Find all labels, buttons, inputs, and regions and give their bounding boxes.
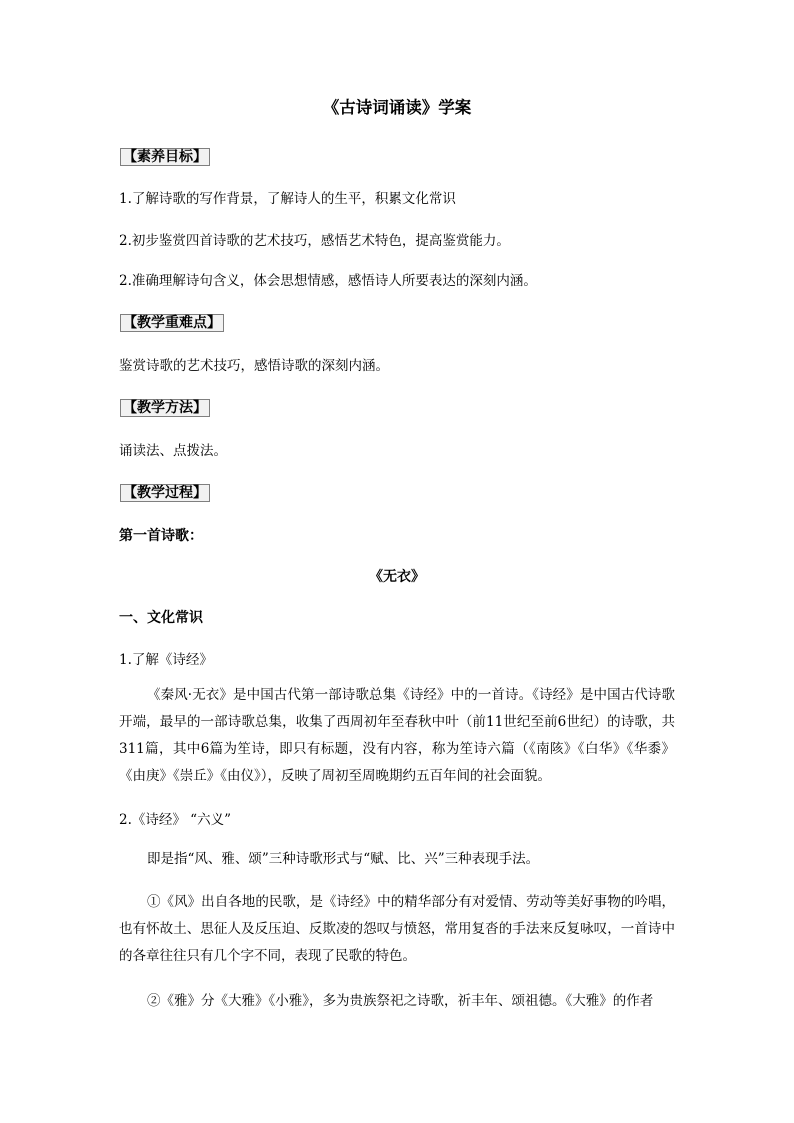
ya-paragraph: ②《雅》分《大雅》《小雅》，多为贵族祭祀之诗歌，祈丰年、颂祖德。《大雅》的作者 [147, 993, 654, 1009]
goal-item-1: 1.了解诗歌的写作背景，了解诗人的生平，积累文化常识 [119, 191, 456, 207]
methods-text: 诵读法、点拨法。 [119, 443, 227, 459]
methods-heading: 【教学方法】 [119, 398, 677, 418]
key-points-heading: 【教学重难点】 [119, 313, 677, 333]
poem-title: 《无衣》 [369, 569, 425, 585]
goal-item-2: 2.初步鉴赏四首诗歌的艺术技巧，感悟艺术特色，提高鉴赏能力。 [119, 233, 510, 249]
feng-paragraph: ①《风》出自各地的民歌，是《诗经》中的精华部分有对爱情、劳动等美好事物的吟唱，也有怀故土、思征人及反压迫、反欺凌的怨叹与愤怒，常用复沓的手法来反复咏叹，一首诗中的各章往往只有几个字不同，表现了民歌的特色。 [119, 894, 675, 964]
document-title: 《古诗词诵读》学案 [322, 98, 472, 117]
first-poem-label: 第一首诗歌： [119, 528, 203, 544]
item2-intro: 即是指“风、雅、颂”三种诗歌形式与“赋、比、兴”三种表现手法。 [147, 851, 540, 867]
goal-item-3: 2.准确理解诗句含义，体会思想情感，感悟诗人所要表达的深刻内涵。 [119, 273, 537, 289]
process-heading: 【教学过程】 [119, 483, 677, 503]
item2-heading: 2.《诗经》 “六义” [119, 812, 231, 828]
item1-heading: 1.了解《诗经》 [119, 652, 213, 668]
culture-heading: 一、文化常识 [119, 610, 203, 626]
goals-heading: 【素养目标】 [119, 147, 677, 167]
key-points-text: 鉴赏诗歌的艺术技巧，感悟诗歌的深刻内涵。 [119, 358, 389, 374]
item1-paragraph: 《秦风·无衣》是中国古代第一部诗歌总集《诗经》中的一首诗。《诗经》是中国古代诗歌开端，最早的一部诗歌总集，收集了西周初年至春秋中叶（前11世纪至前6世纪）的诗歌，共311篇，其中6篇为笙诗，即只有标题，没有内容，称为笙诗六篇（《南陔》《白华》《华黍》《由庚》《崇丘》《由仪》），反映了周初至周晚期约五百年间的社会面貌。 [119, 687, 675, 784]
